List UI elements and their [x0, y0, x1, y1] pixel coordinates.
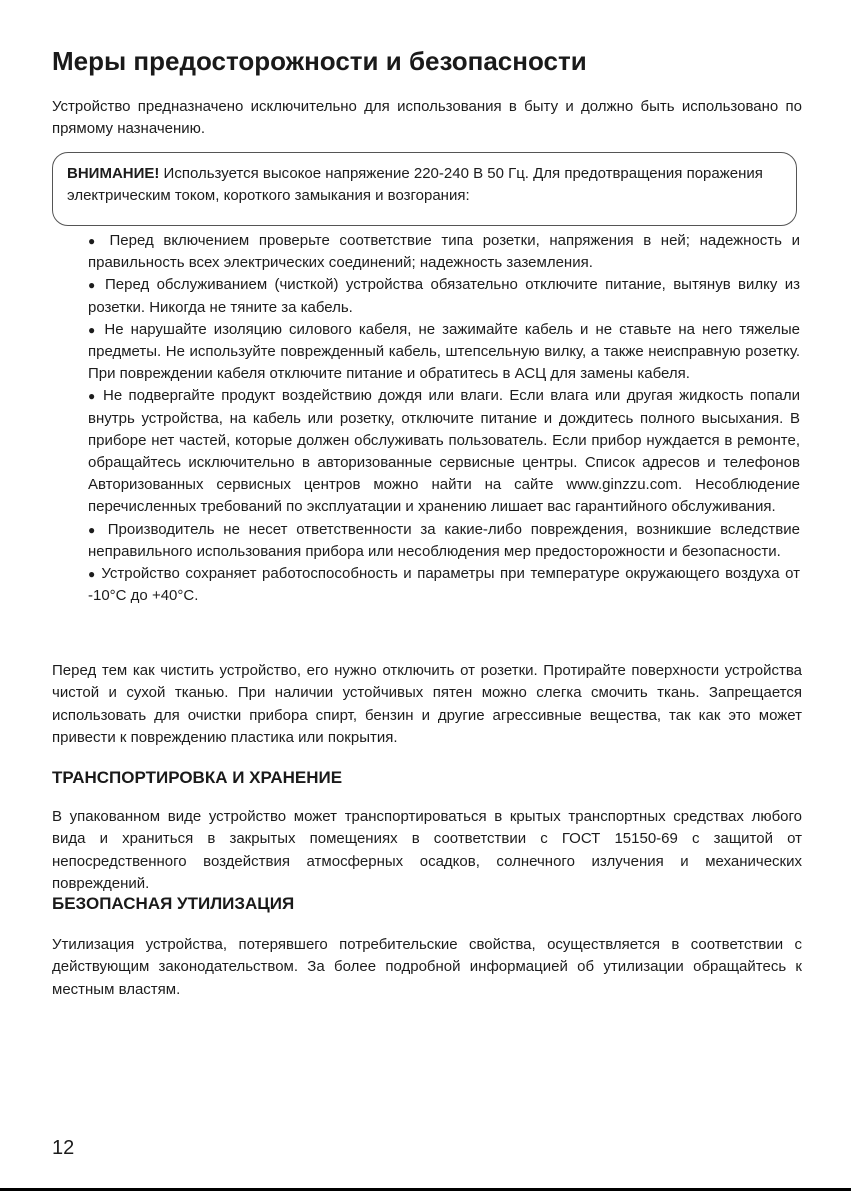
safety-bullet-list	[88, 230, 800, 607]
page-number: 12	[52, 1137, 75, 1159]
transport-heading: ТРАНСПОРТИРОВКА И ХРАНЕНИЕ	[52, 768, 343, 787]
bullet-socket-check: ● Перед включением проверьте соответствие типа розетки, напряжения в ней; надежность и правильность всех электрических соединений; надежность заземления.	[88, 230, 800, 274]
bullet-operating-temperature: ● Устройство сохраняет работоспособность и параметры при температуре окружающего воздуха от -10°С до +40°С.	[88, 563, 800, 607]
bullet-manufacturer-liability: ● Производитель не несет ответственности за какие-либо повреждения, возникшие вследствие неправильного использования прибора или несоблюдения мер предосторожности и безопасности.	[88, 519, 800, 563]
bullet-cable-insulation: ● Не нарушайте изоляцию силового кабеля, не зажимайте кабель и не ставьте на него тяжелые предметы. Не используйте поврежденный кабель, штепсельную вилку, а также неисправную розетку. При повреждении кабеля отключите питание и обратитесь в АСЦ для замены кабеля.	[88, 319, 800, 386]
warning-label: ВНИМАНИЕ!	[67, 165, 160, 182]
bullet-unplug-before-cleaning: ● Перед обслуживанием (чисткой) устройства обязательно отключите питание, вытянув вилку из розетки. Никогда не тяните за кабель.	[88, 274, 800, 318]
bullet-moisture-service: ● Не подвергайте продукт воздействию дождя или влаги. Если влага или другая жидкость попали внутрь устройства, на кабель или розетку, отключите питание и дождитесь полного высыхания. В приборе нет частей, которые должен обслуживать пользователь. Если прибор нуждается в ремонте, обращайтесь исключительно в авторизованные сервисные центры. Список адресов и телефонов Авторизованных сервисных центров можно найти на сайте www.ginzzu.com. Несоблюдение перечисленных требований по эксплуатации и хранению лишает вас гарантийного обслуживания.	[88, 385, 800, 518]
page-title: Меры предосторожности и безопасности	[52, 46, 587, 76]
warning-box	[52, 152, 797, 226]
warning-paragraph	[67, 163, 782, 207]
intro-paragraph: Устройство предназначено исключительно для использования в быту и должно быть использовано по прямому назначению.	[52, 98, 802, 137]
cleaning-paragraph: Перед тем как чистить устройство, его нужно отключить от розетки. Протирайте поверхности устройства чистой и сухой тканью. При наличии устойчивых пятен можно слегка смочить ткань. Запрещается использовать для очистки прибора спирт, бензин и другие агрессивные вещества, так как это может привести к повреждению пластика или покрытия.	[52, 662, 802, 747]
warning-text: Используется высокое напряжение 220-240 В 50 Гц. Для предотвращения поражения электрическим током, короткого замыкания и возгорания:	[67, 165, 763, 204]
transport-paragraph: В упакованном виде устройство может транспортироваться в крытых транспортных средствах любого вида и храниться в закрытых помещениях в соответствии с ГОСТ 15150-69 с защитой от непосредственного воздействия атмосферных осадков, солнечного излучения и механических повреждений.	[52, 808, 802, 893]
disposal-heading: БЕЗОПАСНАЯ УТИЛИЗАЦИЯ	[52, 894, 295, 913]
disposal-paragraph: Утилизация устройства, потерявшего потребительские свойства, осуществляется в соответствии с действующим законодательством. За более подробной информацией об утилизации обращайтесь к местным властям.	[52, 936, 802, 998]
